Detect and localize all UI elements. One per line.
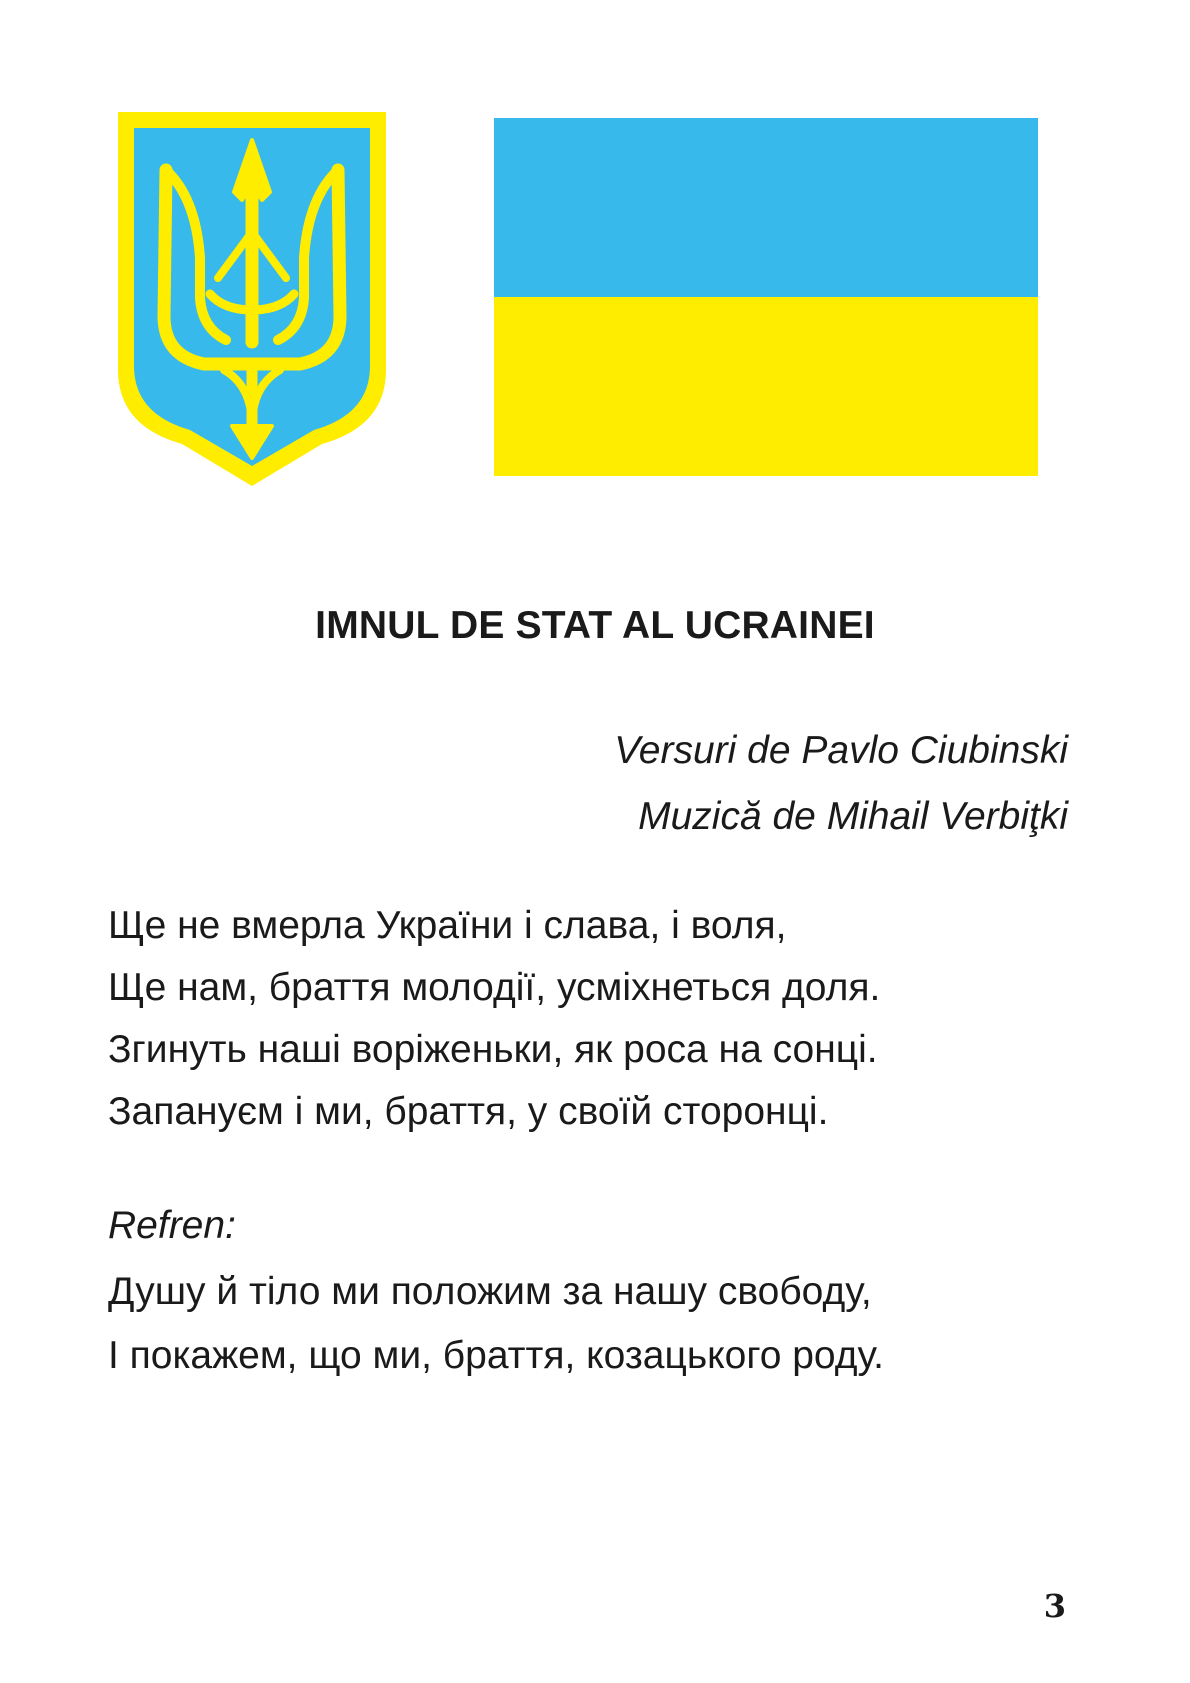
refrain-line: Душу й тіло ми положим за нашу свободу, (108, 1270, 872, 1313)
music-credit: Muzică de Mihail Verbiţki (638, 795, 1068, 838)
flag-blue-stripe (494, 118, 1038, 297)
refrain (108, 1260, 884, 1388)
verse-line: Ще не вмерла України і слава, і воля, (108, 904, 787, 947)
refrain-label: Refren: (108, 1204, 236, 1247)
refrain-line: І покажем, що ми, браття, козацького роду. (108, 1334, 884, 1377)
verse-line: Ще нам, браття молодії, усміхнеться доля. (108, 966, 881, 1009)
ukraine-flag-icon (494, 118, 1038, 476)
tryzub-coat-of-arms-icon (112, 108, 392, 490)
lyrics-credit: Versuri de Pavlo Ciubinski (614, 729, 1068, 772)
coat-of-arms (112, 108, 392, 490)
verse-line: Запануєм і ми, браття, у своїй сторонці. (108, 1090, 829, 1133)
credits (614, 718, 1068, 850)
verse (108, 895, 880, 1143)
page-number: 3 (1043, 1587, 1066, 1625)
page-title: IMNUL DE STAT AL UCRAINEI (315, 604, 875, 647)
verse-line: Згинуть наші воріженьки, як роса на сонці. (108, 1028, 878, 1071)
flag-yellow-stripe (494, 297, 1038, 476)
